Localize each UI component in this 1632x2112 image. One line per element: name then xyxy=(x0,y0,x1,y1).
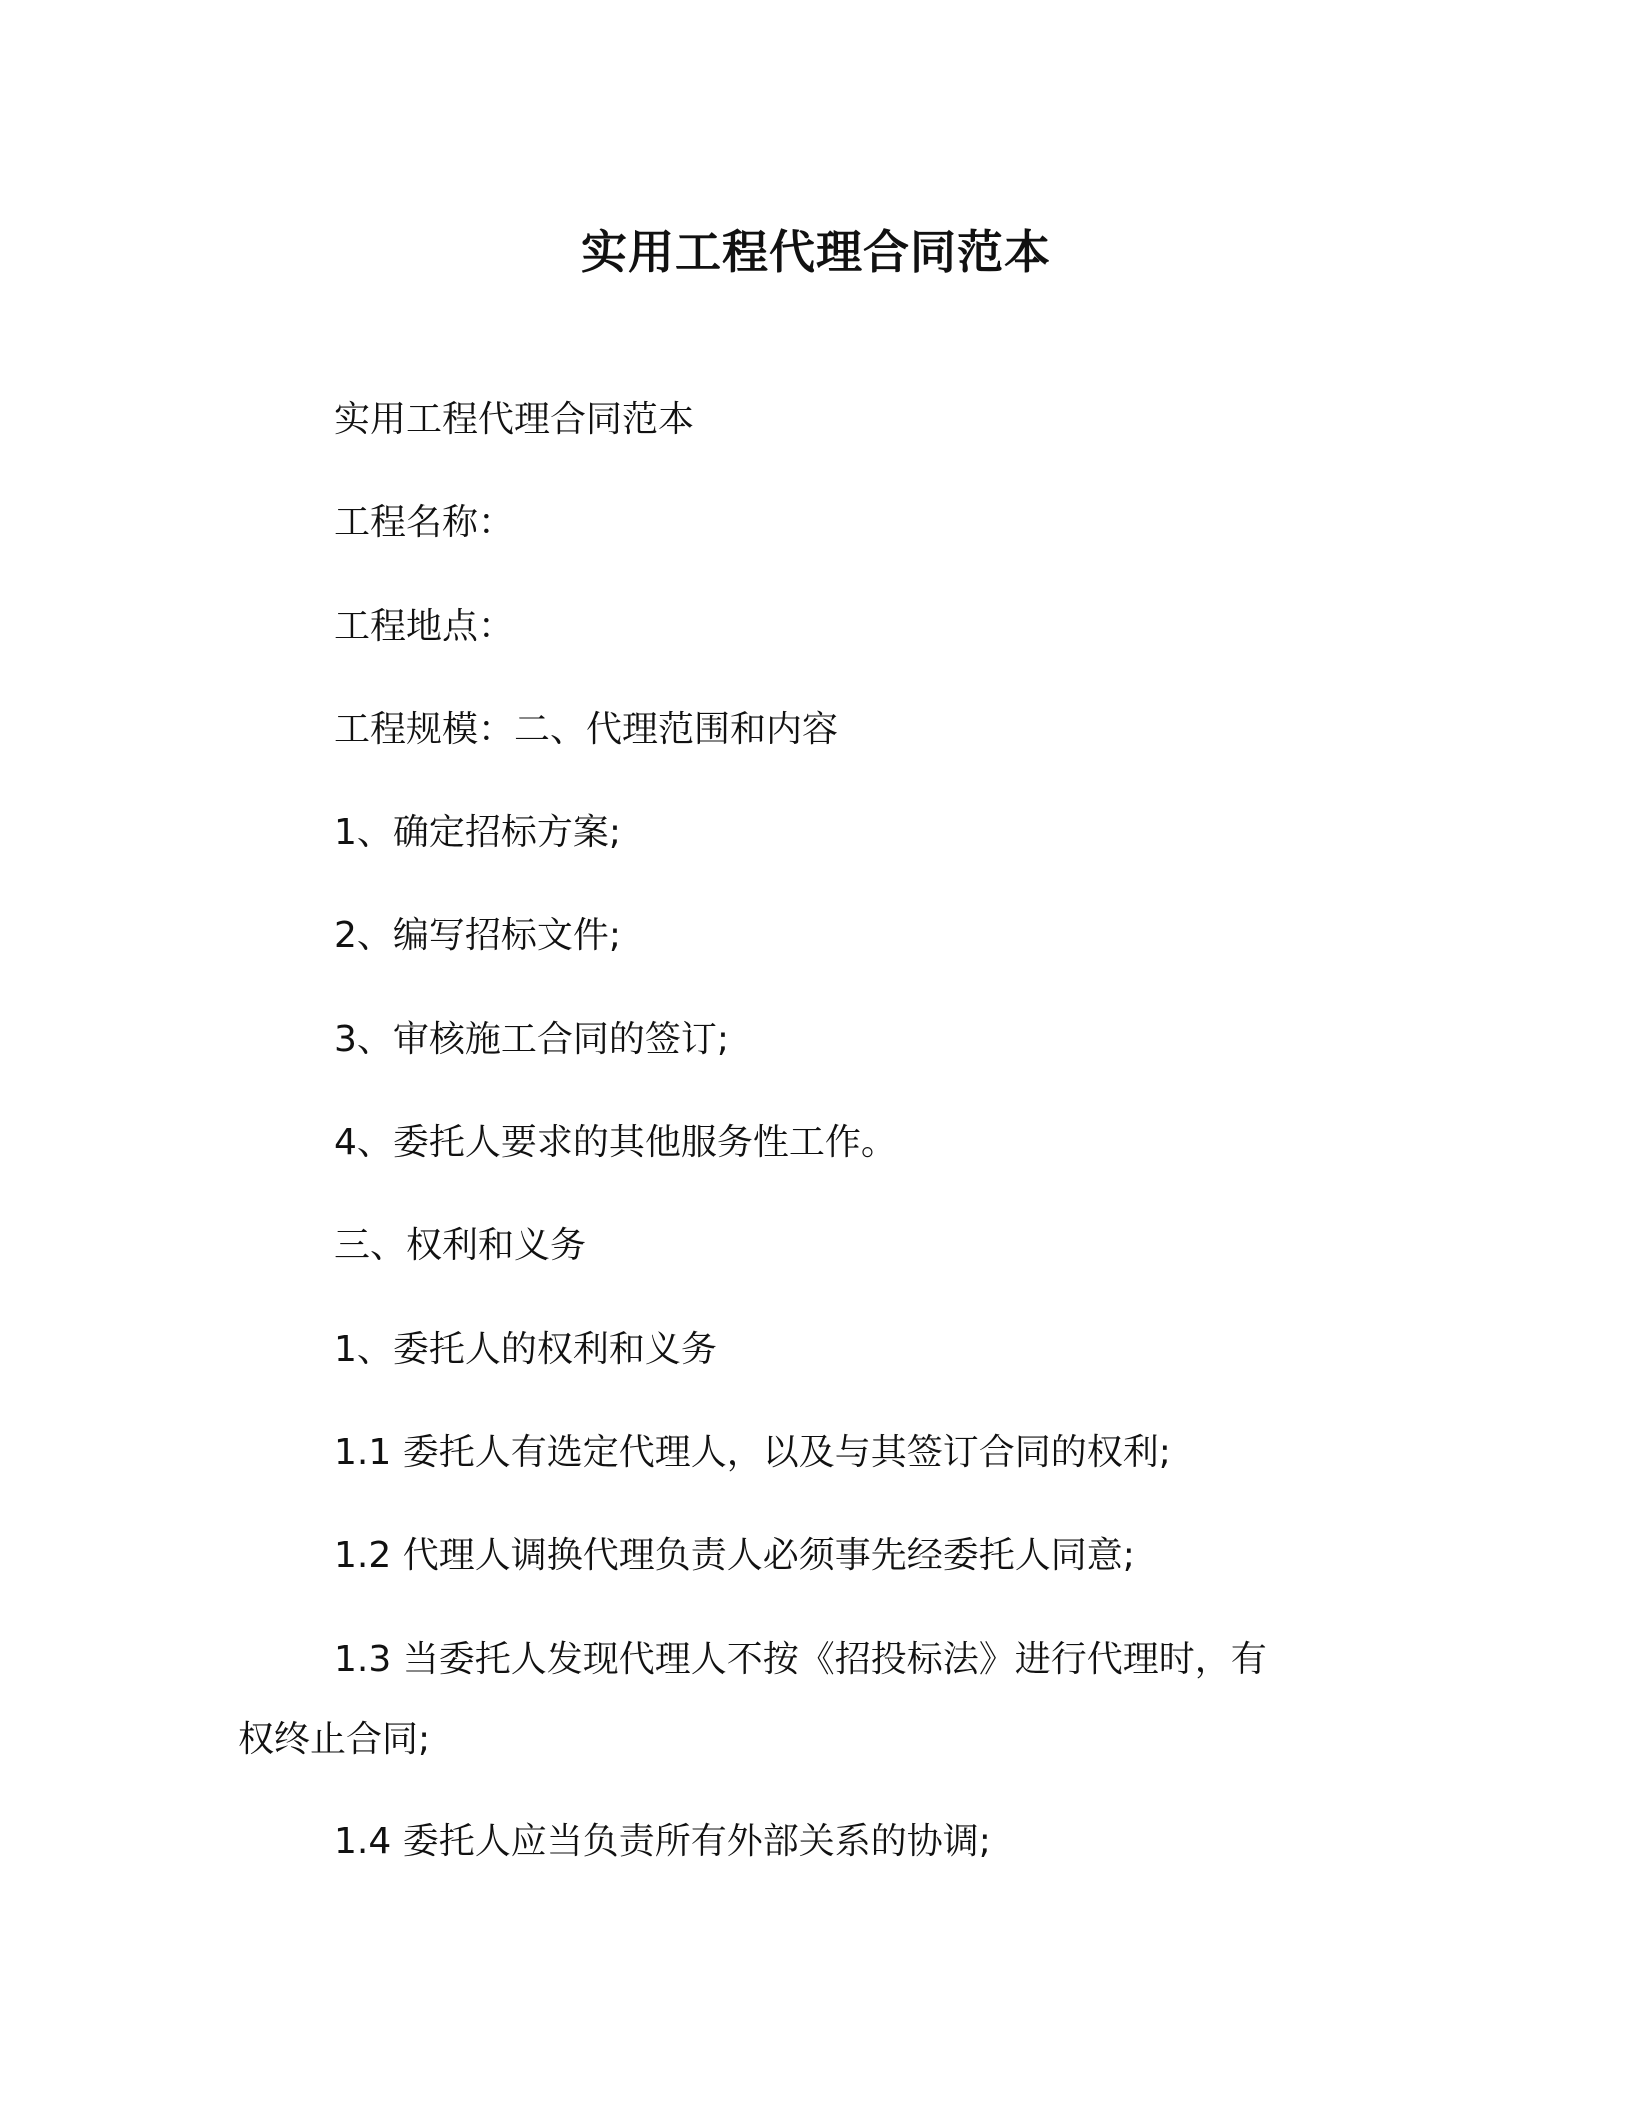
paragraph-client-rights: 1、委托人的权利和义务 xyxy=(334,1329,717,1370)
paragraph-section-3: 三、权利和义务 xyxy=(334,1225,587,1266)
paragraph-clause-1-3: 1.3 当委托人发现代理人不按《招投标法》进行代理时，有权终止合同; xyxy=(238,1639,1267,1760)
paragraph-item-4: 4、委托人要求的其他服务性工作。 xyxy=(334,1122,897,1163)
paragraph-project-name: 工程名称： xyxy=(334,502,515,543)
paragraph-clause-1-1: 1.1 委托人有选定代理人，以及与其签订合同的权利; xyxy=(334,1432,1171,1473)
paragraph-item-2: 2、编写招标文件; xyxy=(334,915,622,956)
document-title: 实用工程代理合同范本 xyxy=(581,225,1051,279)
paragraph-item-3: 3、审核施工合同的签订; xyxy=(334,1019,730,1060)
paragraph-clause-1-4: 1.4 委托人应当负责所有外部关系的协调; xyxy=(334,1821,991,1862)
paragraph-project-scale: 工程规模：二、代理范围和内容 xyxy=(334,709,839,750)
paragraph-project-location: 工程地点： xyxy=(334,606,515,647)
paragraph-clause-1-2: 1.2 代理人调换代理负责人必须事先经委托人同意; xyxy=(334,1535,1135,1576)
paragraph-item-1: 1、确定招标方案; xyxy=(334,812,622,853)
paragraph-subtitle: 实用工程代理合同范本 xyxy=(334,399,695,440)
